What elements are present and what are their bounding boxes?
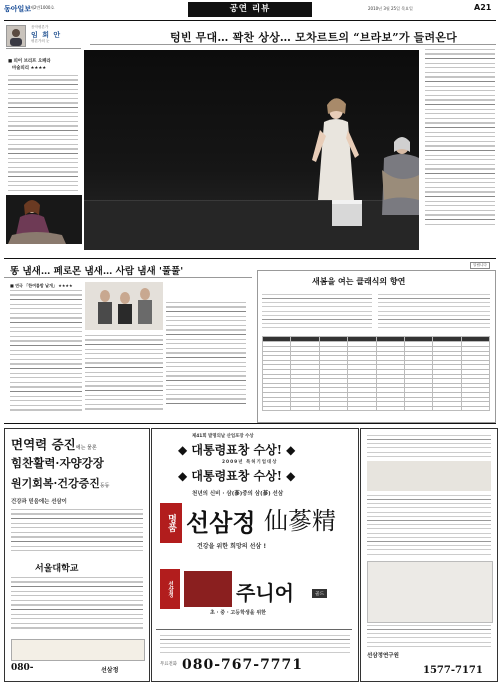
table-cell [348,406,376,411]
advertisement-left [4,428,150,682]
ad-slogan: 건강을 위한 희망의 선삼 ! [197,543,267,550]
ad-phone: 1577-7171 [423,665,483,676]
edition-number: 제2만1000호 [30,5,55,10]
ad-award-line: 제41회 발명의날 산업포장 수상 [192,434,254,439]
table-row [263,406,490,411]
ad-award: ◆ 대통령표창 수상! ◆ [178,443,296,457]
ad-phone: 080-767-7771 [182,657,304,673]
ad-junior: 주니어 [236,581,294,605]
seated-performer-image [6,195,82,244]
article-column [10,290,82,412]
secondary-headline: 똥 냄새… 페로몬 냄새… 사람 냄새 '풀풀' [10,266,184,277]
headline-rule [4,277,252,278]
actors-image [85,282,163,330]
table-cell [319,406,347,411]
play-photo [85,282,163,330]
ad-section-rule [4,423,496,424]
ad-headline: 면역력 증진에는 물론 [11,437,97,452]
ad-junior-sub: 초 · 중 · 고등학생을 위한 [210,610,266,616]
headline-rule [90,44,496,45]
article-column [85,335,163,410]
advertisement-right [360,428,498,682]
table-cell [404,406,432,411]
ad-junior-tag: 골드 [312,589,327,598]
notice-tag: 알립니다 [470,262,490,269]
table-cell [461,406,489,411]
article-rating: ■ 연극 「한여름밤 날개」 ★★★★ [10,283,73,288]
sidebar-body-text [8,75,78,193]
page-number: A21 [474,3,492,12]
columnist-role: 음악평론가 [31,25,49,29]
columnist-name: 임 희 안 [31,31,62,39]
ad-brand: 선삼정 [186,508,256,537]
ad-body-text [367,435,491,457]
article-column [425,49,495,225]
ad-award: ◆ 대통령표창 수상! ◆ [178,469,296,483]
newspaper-logo: 동아일보 [4,4,32,13]
ad-body-text [11,509,143,553]
ad-award-year: 2009년 특허기업대상 [222,460,278,465]
columnist-photo [6,25,26,47]
ad-photo [367,461,491,491]
ad-lead: 천년의 신비 · 삼(蔘)중의 삼(蔘) 선삼 [192,491,284,497]
masthead-rule [4,20,496,21]
columnist-title: 평론가의 눈 [31,39,50,43]
table-cell [376,406,404,411]
ad-company: 선삼정연구원 [367,653,399,659]
table-cell [291,406,319,411]
ad-junior-badge: 선삼정 [160,569,180,609]
article-column [166,302,246,407]
ad-divider [156,629,352,630]
ad-badge: 명품 [160,503,182,543]
sidebar-rating: 마술피리 ★★★★ [12,66,47,71]
ad-notice [11,639,145,661]
ad-university: 서울대학교 [35,564,79,574]
main-headline: 텅빈 무대… 꽉찬 상상… 모차르트의 “브라보”가 들려온다 [170,31,457,44]
classical-title: 새봄을 여는 클래식의 향연 [312,276,406,286]
table-cell [263,406,291,411]
ad-product-image [184,571,232,607]
ad-brand-hanja: 仙蔘精 [264,507,336,535]
classical-details [378,294,490,330]
page-date: 2010년 3월 25일 목요일 [368,6,413,11]
section-rule [4,258,496,259]
concert-schedule-table [262,336,490,412]
person-silhouette-icon [7,26,25,46]
ad-phone-label: 무료전화 [160,662,177,667]
advertisement-center [151,428,359,682]
opera-performers-image [84,50,419,250]
sidebar-heading: ■ 피어 브리프 오페라 [8,59,51,64]
ad-body-text [11,577,143,631]
ad-fine-print [160,635,350,655]
ad-company: 선삼정 [101,667,119,674]
performer-photo [6,195,82,244]
ad-line: 원기회복·건강증진등등 [11,477,110,490]
ad-body-text [367,625,491,647]
ad-photo [367,561,493,623]
table-cell [433,406,461,411]
classical-intro [262,294,372,330]
ad-tagline: 건강과 믿음에는 선삼이 [11,499,67,505]
sidebar-divider [6,48,81,49]
ad-body-text [367,495,491,555]
section-title: 공연 리뷰 [188,2,312,17]
stage-photo [84,50,419,250]
ad-phone: 080- [11,663,34,673]
ad-line: 힘찬활력·자양강장 [11,456,104,470]
